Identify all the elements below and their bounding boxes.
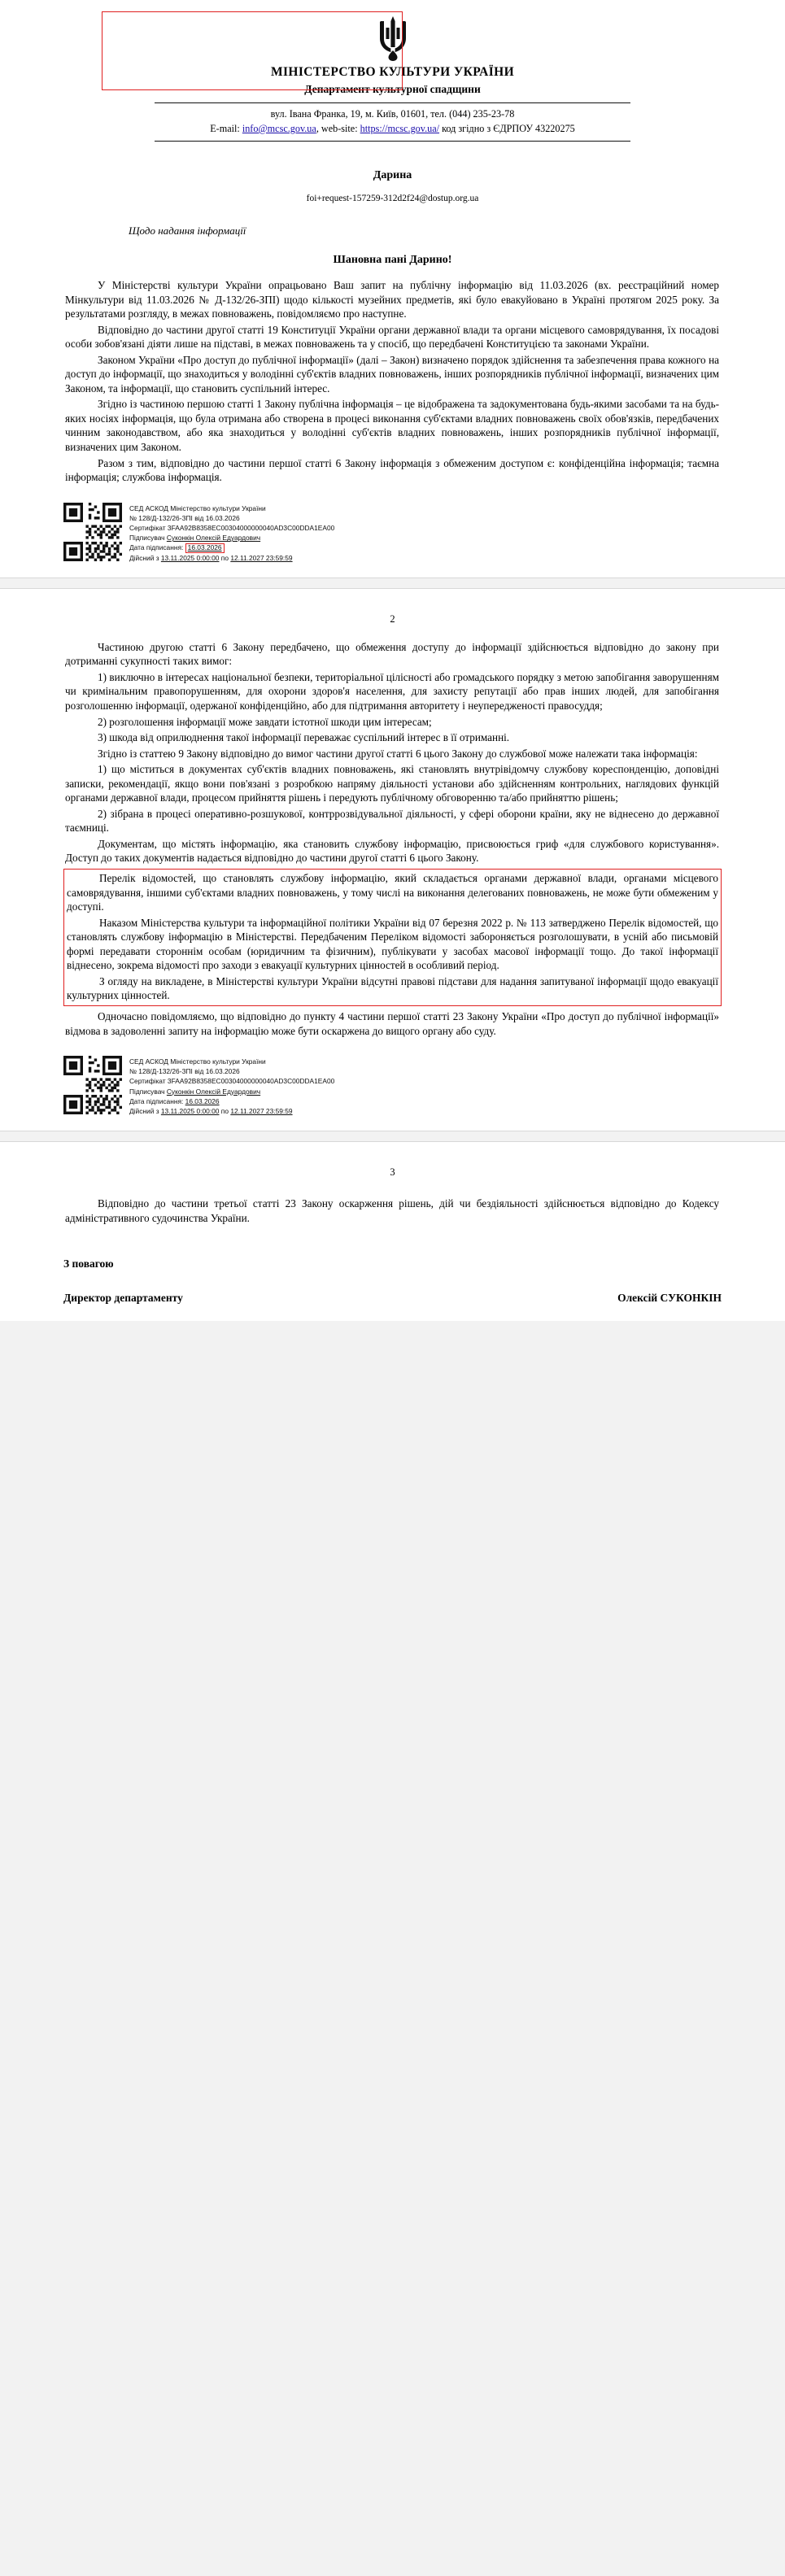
paragraph: Відповідно до частини третьої статті 23 Закону оскарження рішень, дій чи бездіяльності здійснюється відповідно до Кодексу адміністративного судочинства України. [65, 1197, 719, 1224]
paragraph: Документам, що містять інформацію, яка становить службову інформацію, присвоюється гриф «для службового користування». Доступ до таких документів надається відповідно до частини другої статті 6 цього Закону. [65, 837, 719, 865]
paragraph: 1) що міститься в документах суб'єктів владних повноважень, які становлять внутрівідомчу службову кореспонденцію, доповідні записки, рекомендації, якщо вони пов'язані з розробкою напряму діяльності установи або здійсненням контрольних, наглядових функцій органами державної влади, процесом прийняття рішень і передують публічному обговоренню та/або прийняттю рішень; [65, 763, 719, 804]
paragraph: Згідно із статтею 9 Закону відповідно до вимог частини другої статті 6 цього Закону до службової може належати така інформація: [98, 747, 698, 760]
addressee-name: Дарина [373, 169, 412, 181]
letterhead-divider-bottom [155, 141, 630, 142]
page2-body-after [63, 1009, 722, 1038]
website-label: , web-site: [316, 123, 360, 134]
page3-body [63, 1196, 722, 1225]
paragraph: У Міністерстві культури України опрацьовано Ваш запит на публічну інформацію від 11.03.2026 (вх. реєстраційний номер Мінкультури від 11.03.2026 № Д-132/26-ЗПІ) щодо кількості музейних предметів, які було евакуйовано в Україні протягом 2025 року. За результатами розгляду, в межах повноважень, повідомляємо про наступне. [65, 279, 719, 320]
stamp-validity-to: 12.11.2027 23:59:59 [230, 553, 293, 562]
page-separator [0, 578, 785, 589]
paragraph: Наказом Міністерства культури та інформаційної політики України від 07 березня 2022 р. № 113 затверджено Перелік відомостей, що становлять службову інформацію в Міністерстві. Передбаченим Переліком відомості забороняється розголошувати, в усній або письмовій формі передавати стороннім особам (юридичним та фізичним), публікувати у засобах масової інформації тощо. До такої інформації віднесено, зокрема відомості про заходи з евакуації культурних цінностей в особливий період. [67, 916, 718, 972]
page-number: 3 [390, 1166, 395, 1179]
stamp-line-system: СЕД АСКОД Міністерство культури України [129, 1057, 266, 1066]
stamp-signer-value: Суконкін Олексій Едуардович [166, 534, 261, 543]
highlighted-text-block [63, 869, 722, 1006]
closing-line: З повагою [63, 1257, 114, 1271]
page1-body [63, 278, 722, 485]
stamp-validity-label: Дійсний з [129, 553, 161, 562]
qr-code-icon [63, 503, 122, 561]
stamp-validity-to: 12.11.2027 23:59:59 [230, 1106, 293, 1115]
paragraph: Відповідно до частини другої статті 19 Конституції України органи державної влади та органи місцевого самоврядування, їх посадові особи зобов'язані діяти лише на підставі, в межах повноважень та у спосіб, що передбачені Конституцією та законами України. [65, 323, 719, 351]
addressee-email: foi+request-157259-312d2f24@dostup.org.ua [306, 194, 479, 203]
stamp-validity-mid: по [219, 1106, 231, 1115]
stamp-validity-label: Дійсний з [129, 1106, 161, 1115]
signature-block [63, 1292, 722, 1305]
stamp-line-signer [129, 533, 334, 543]
stamp-line-number: № 128/Д-132/26-ЗПІ від 16.03.2026 [129, 513, 240, 522]
paragraph: Законом України «Про доступ до публічної інформації» (далі – Закон) визначено порядок здійснення та забезпечення права кожного на доступ до інформації, що знаходиться у володінні суб'єктів владних повноважень, інших розпорядників публічної інформації, визначених цим Законом, та інформації, що становить суспільний інтерес. [65, 353, 719, 394]
ukraine-trident-icon [374, 15, 412, 62]
stamp-text-block [129, 1056, 334, 1116]
paragraph: 2) розголошення інформації може завдати істотної шкоди цим інтересам; [98, 715, 432, 728]
stamp-signer-label: Підписувач [129, 534, 167, 543]
signatory-title: Директор департаменту [63, 1292, 183, 1305]
stamp-signdate-value: 16.03.2026 [185, 1096, 220, 1105]
ministry-name: МІНІСТЕРСТВО КУЛЬТУРИ УКРАЇНИ [270, 65, 515, 79]
stamp-line-signdate [129, 1096, 334, 1106]
stamp-line-signer [129, 1087, 334, 1096]
stamp-signdate-label: Дата підписання: [129, 1096, 185, 1105]
stamp-line-certificate: Сертифікат 3FAA92B8358EC00304000000040AD3C00DDA1EA00 [129, 524, 335, 533]
signature-stamp [63, 1056, 722, 1116]
page-number: 2 [390, 612, 395, 625]
paragraph: Разом з тим, відповідно до частини першої статті 6 Закону інформація з обмеженим доступом є: конфіденційна інформація; таємна інформація; службова інформація. [65, 456, 719, 484]
letterhead-contacts [63, 123, 722, 135]
document-page-1 [0, 0, 785, 578]
department-name: Департамент культурної спадщини [304, 83, 481, 95]
stamp-signer-value: Суконкін Олексій Едуардович [166, 1087, 261, 1096]
stamp-validity-mid: по [219, 553, 231, 562]
paragraph: З огляду на викладене, в Міністерстві культури України відсутні правові підстави для надання запитуваної інформації щодо евакуації культурних цінностей. [67, 974, 718, 1002]
stamp-line-number: № 128/Д-132/26-ЗПІ від 16.03.2026 [129, 1067, 240, 1076]
stamp-text-block [129, 503, 334, 563]
qr-code-icon [63, 1056, 122, 1114]
stamp-signdate-value: 16.03.2026 [185, 543, 225, 552]
stamp-line-validity [129, 1106, 334, 1116]
page-separator [0, 1131, 785, 1142]
paragraph: 1) виключно в інтересах національної безпеки, територіальної цілісності або громадського порядку з метою запобігання заворушенням чи кримінальним правопорушенням, для охорони здоров'я населення, для захисту репутації або прав інших людей, для запобігання розголошенню інформації, одержаної конфіденційно, або для підтримання авторитету і неупередженості правосуддя; [65, 670, 719, 713]
salutation: Шановна пані Дарино! [333, 254, 452, 266]
paragraph: Перелік відомостей, що становлять службову інформацію, який складається органами державної влади, органами місцевого самоврядування, іншими суб'єктами владних повноважень, у тому числі на виконання делегованих повноважень, не може бути обмеженим у доступі. [67, 872, 718, 913]
stamp-signdate-label: Дата підписання: [129, 543, 185, 552]
paragraph: 3) шкода від оприлюднення такої інформації переважає суспільний інтерес в її отриманні. [98, 731, 510, 744]
paragraph: Згідно із частиною першою статті 1 Закону публічна інформація – це відображена та задокументована будь-якими засобами та на будь-яких носіях інформація, що була отримана або створена в процесі виконання суб'єктами владних повноважень своїх обов'язків, передбачених чинним законодавством, або яка знаходиться у володінні суб'єктів владних повноважень, інших розпорядників публічної інформації, визначених цим Законом. [65, 398, 719, 454]
signature-stamp [63, 503, 722, 563]
paragraph: Частиною другою статті 6 Закону передбачено, що обмеження доступу до інформації здійснюється відповідно до закону при дотриманні сукупності таких вимог: [65, 640, 719, 668]
stamp-signer-label: Підписувач [129, 1087, 167, 1096]
document-page-3 [0, 1142, 785, 1321]
email-link[interactable]: info@mcsc.gov.ua [242, 123, 316, 134]
paragraph: Одночасно повідомляємо, що відповідно до пункту 4 частини першої статті 23 Закону України «Про доступ до публічної інформації» відмова в задоволенні запиту на інформацію може бути оскаржена до вищого органу або суду. [65, 1009, 719, 1037]
email-label: E-mail: [210, 123, 242, 134]
letterhead [63, 0, 722, 142]
stamp-line-certificate: Сертифікат 3FAA92B8358EC00304000000040AD3C00DDA1EA00 [129, 1077, 335, 1086]
paragraph: 2) зібрана в процесі оперативно-розшукової, контррозвідувальної діяльності, у сфері оборони країни, яку не віднесено до державної таємниці. [65, 807, 719, 835]
letterhead-address: вул. Івана Франка, 19, м. Київ, 01601, тел. (044) 235-23-78 [270, 108, 515, 120]
stamp-validity-from: 13.11.2025 0:00:00 [160, 553, 220, 562]
page2-body-before [63, 640, 722, 865]
stamp-line-system: СЕД АСКОД Міністерство культури України [129, 503, 266, 512]
stamp-validity-from: 13.11.2025 0:00:00 [160, 1106, 220, 1115]
document-page-2 [0, 589, 785, 1131]
stamp-line-validity [129, 553, 334, 563]
letterhead-divider-top [155, 102, 630, 103]
website-link[interactable]: https://mcsc.gov.ua/ [360, 123, 440, 134]
subject-line: Щодо надання інформації [129, 224, 246, 237]
signatory-name: Олексій СУКОНКІН [617, 1292, 722, 1305]
stamp-line-signdate [129, 543, 334, 552]
edrpou-text: код згідно з ЄДРПОУ 43220275 [439, 123, 575, 134]
